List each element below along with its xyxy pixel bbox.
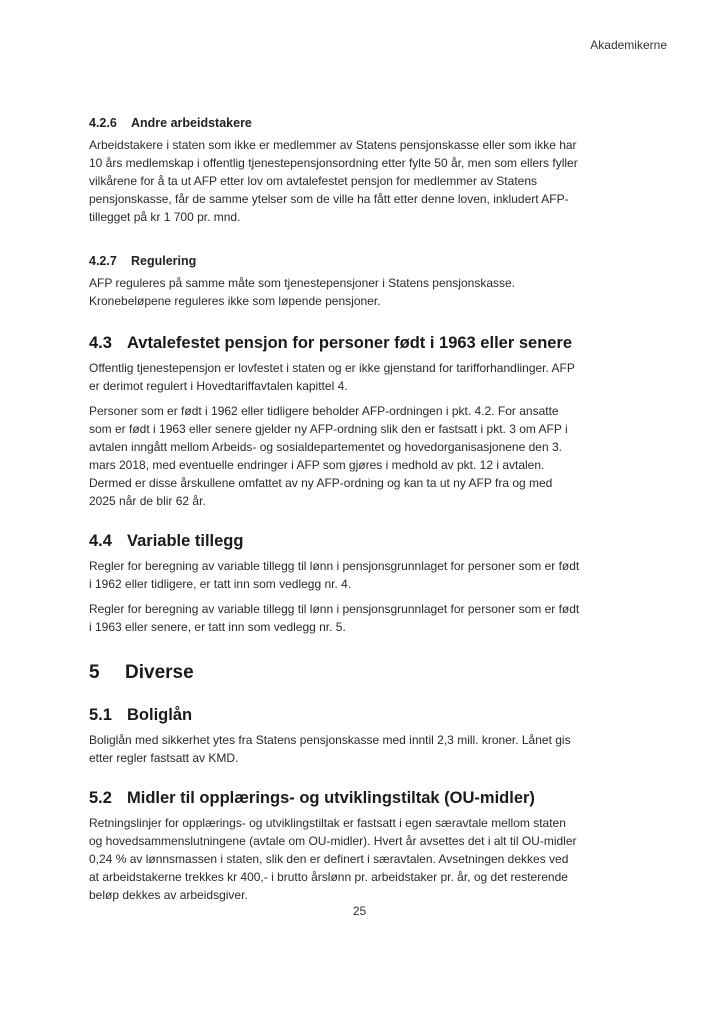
text-line: Personer som er født i 1962 eller tidligere beholder AFP-ordningen i pkt. 4.2. For ansatte [89, 404, 559, 418]
text-line: pensjonskasse, får de samme ytelser som de ville ha fått etter denne loven, inkludert AFP- [89, 192, 569, 206]
page-number: 25 [352, 904, 367, 918]
heading-5-1 [89, 706, 634, 725]
heading-number: 4.4 [89, 532, 112, 550]
text-line: Arbeidstakere i staten som ikke er medlemmer av Statens pensjonskasse eller som ikke har [89, 138, 577, 152]
text-line: 2025 når de blir 62 år. [89, 494, 206, 508]
text-line: vilkårene for å ta ut AFP etter lov om avtalefestet pensjon for medlemmer av Statens [89, 174, 537, 188]
text-line: Boliglån med sikkerhet ytes fra Statens pensjonskasse med inntil 2,3 mill. kroner. Lånet gis [89, 733, 571, 747]
paragraph-4-3-b [89, 402, 634, 510]
heading-number: 5 [89, 662, 100, 683]
text-line: Offentlig tjenestepensjon er lovfestet i staten og er ikke gjenstand for tarifforhandlinger. AFP [89, 361, 575, 375]
paragraph-4-2-7 [89, 274, 634, 310]
heading-5-2 [89, 789, 634, 808]
heading-title: Boliglån [127, 706, 193, 724]
text-line: mars 2018, med eventuelle endringer i AFP som gjøres i medhold av pkt. 12 i avtalen. [89, 458, 545, 472]
heading-number: 4.3 [89, 334, 112, 352]
text-line: AFP reguleres på samme måte som tjenestepensjoner i Statens pensjonskasse. [89, 276, 515, 290]
page-content [89, 116, 634, 904]
paragraph-5-2 [89, 814, 634, 904]
heading-number: 4.2.7 [89, 254, 117, 268]
text-line: Regler for beregning av variable tillegg til lønn i pensjonsgrunnlaget for personer som er født [89, 602, 580, 616]
heading-title: Variable tillegg [127, 532, 244, 550]
text-line: og hovedsammenslutningene (avtale om OU-midler). Hvert år avsettes det i alt til OU-midler [89, 834, 577, 848]
heading-4-3 [89, 334, 634, 353]
text-line: at arbeidstakerne trekkes kr 400,- i brutto årslønn pr. arbeidstaker pr. år, og det resterende [89, 870, 568, 884]
heading-5 [89, 662, 634, 684]
heading-title: Midler til opplærings- og utviklingstiltak (OU-midler) [127, 789, 535, 807]
text-line: Retningslinjer for opplærings- og utviklingstiltak er fastsatt i egen særavtale mellom staten [89, 816, 566, 830]
paragraph-4-4-b [89, 600, 634, 636]
heading-number: 5.2 [89, 789, 112, 807]
text-line: 0,24 % av lønnsmassen i staten, slik den er definert i særavtalen. Avsetningen dekkes ved [89, 852, 569, 866]
text-line: tillegget på kr 1 700 pr. mnd. [89, 210, 241, 224]
heading-title: Diverse [125, 662, 194, 683]
text-line: som er født i 1963 eller senere gjelder ny AFP-ordning slik den er fastsatt i pkt. 3 om AFP i [89, 422, 568, 436]
text-line: i 1962 eller tidligere, er tatt inn som vedlegg nr. 4. [89, 577, 352, 591]
text-line: i 1963 eller senere, er tatt inn som vedlegg nr. 5. [89, 620, 346, 634]
text-line: etter regler fastsatt av KMD. [89, 751, 239, 765]
text-line: Kronebeløpene reguleres ikke som løpende pensjoner. [89, 294, 381, 308]
text-line: er derimot regulert i Hovedtariffavtalen kapittel 4. [89, 379, 348, 393]
heading-4-2-6 [89, 116, 634, 130]
heading-number: 5.1 [89, 706, 112, 724]
heading-title: Regulering [131, 254, 197, 268]
heading-title: Andre arbeidstakere [131, 116, 252, 130]
heading-4-2-7 [89, 254, 634, 268]
text-line: Regler for beregning av variable tillegg til lønn i pensjonsgrunnlaget for personer som er født [89, 559, 580, 573]
text-line: 10 års medlemskap i offentlig tjenestepensjonsordning etter fylte 50 år, men som ellers fyller [89, 156, 578, 170]
paragraph-5-1 [89, 731, 634, 767]
heading-title: Avtalefestet pensjon for personer født i 1963 eller senere [127, 334, 573, 352]
heading-4-4 [89, 532, 634, 551]
heading-number: 4.2.6 [89, 116, 117, 130]
text-line: avtalen inngått mellom Arbeids- og sosialdepartementet og hovedorganisasjonene den 3. [89, 440, 562, 454]
paragraph-4-2-6 [89, 136, 634, 226]
header-organization: Akademikerne [590, 38, 667, 52]
text-line: beløp dekkes av arbeidsgiver. [89, 888, 248, 902]
text-line: Dermed er disse årskullene omfattet av ny AFP-ordning og kan ta ut ny AFP fra og med [89, 476, 553, 490]
paragraph-4-3-a [89, 359, 634, 395]
paragraph-4-4-a [89, 557, 634, 593]
